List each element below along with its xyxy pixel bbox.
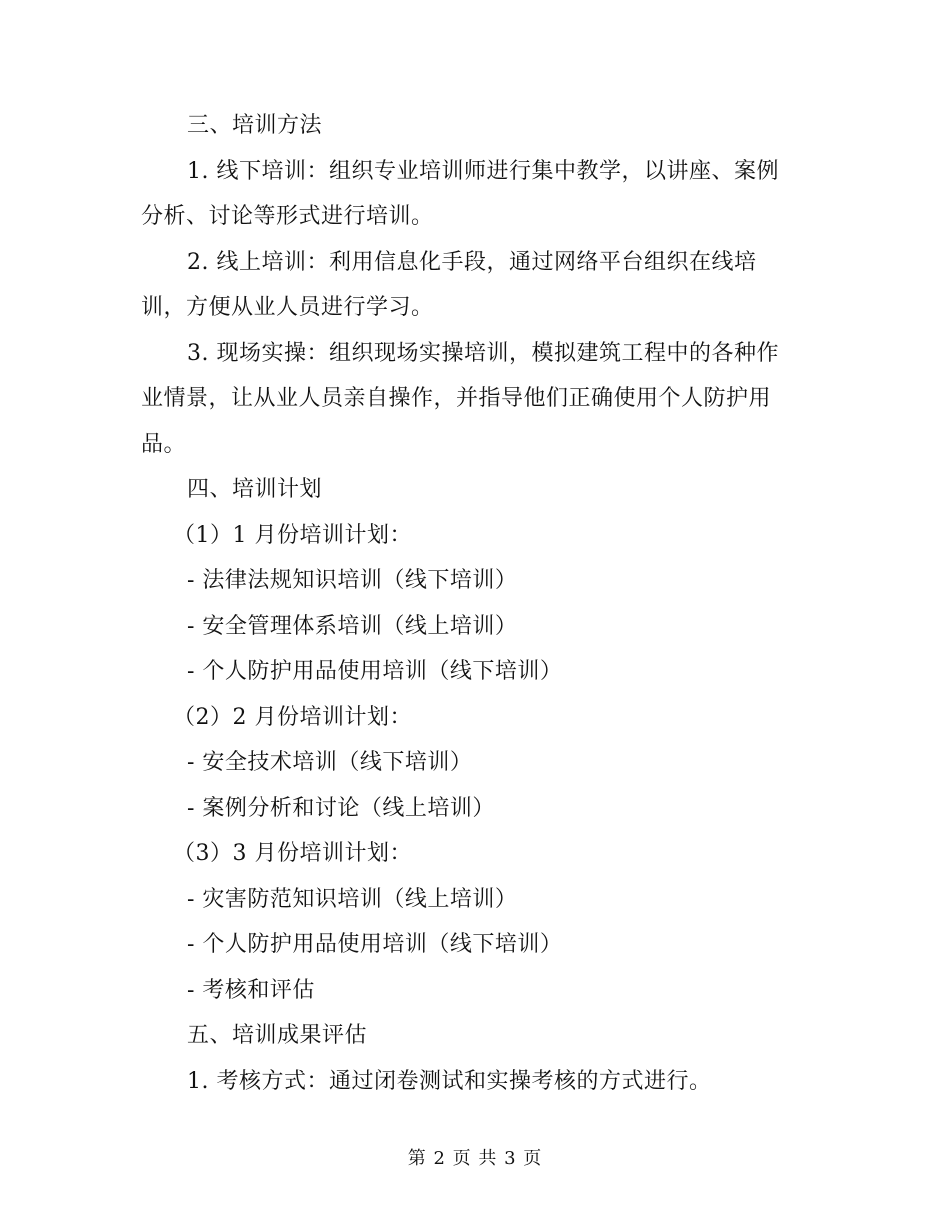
- section-heading-training-methods: 三、培训方法: [187, 113, 323, 138]
- section-heading-evaluation: 五、培训成果评估: [187, 1023, 368, 1048]
- plan-list-item: - 灾害防范知识培训（线上培训）: [187, 886, 518, 912]
- month-plan-heading: （3）3 月份培训计划：: [173, 841, 412, 866]
- paragraph-line: 品。: [141, 431, 187, 457]
- plan-list-item: - 考核和评估: [187, 977, 315, 1003]
- paragraph-line: 1. 考核方式：通过闭卷测试和实操考核的方式进行。: [187, 1068, 712, 1094]
- paragraph-line: 3. 现场实操：组织现场实操培训，模拟建筑工程中的各种作: [187, 340, 779, 366]
- plan-list-item: - 法律法规知识培训（线下培训）: [187, 568, 518, 593]
- plan-list-item: - 安全管理体系培训（线上培训）: [187, 613, 518, 639]
- month-plan-heading: （2）2 月份培训计划：: [173, 704, 412, 730]
- paragraph-line: 训，方便从业人员进行学习。: [141, 295, 434, 320]
- plan-list-item: - 案例分析和讨论（线上培训）: [187, 795, 495, 821]
- paragraph-line: 1. 线下培训：组织专业培训师进行集中教学，以讲座、案例: [187, 158, 779, 184]
- paragraph-line: 分析、讨论等形式进行培训。: [141, 204, 434, 229]
- page-number-footer: 第 2 页 共 3 页: [407, 1148, 543, 1169]
- month-plan-heading: （1）1 月份培训计划：: [173, 522, 412, 548]
- paragraph-line: 业情景，让从业人员亲自操作，并指导他们正确使用个人防护用: [141, 386, 772, 411]
- plan-list-item: - 安全技术培训（线下培训）: [187, 750, 473, 775]
- document-body: [141, 103, 809, 1104]
- plan-list-item: - 个人防护用品使用培训（线下培训）: [187, 932, 563, 957]
- paragraph-line: 2. 线上培训：利用信息化手段，通过网络平台组织在线培: [187, 249, 757, 275]
- section-heading-training-plan: 四、培训计划: [187, 477, 323, 502]
- plan-list-item: - 个人防护用品使用培训（线下培训）: [187, 659, 563, 684]
